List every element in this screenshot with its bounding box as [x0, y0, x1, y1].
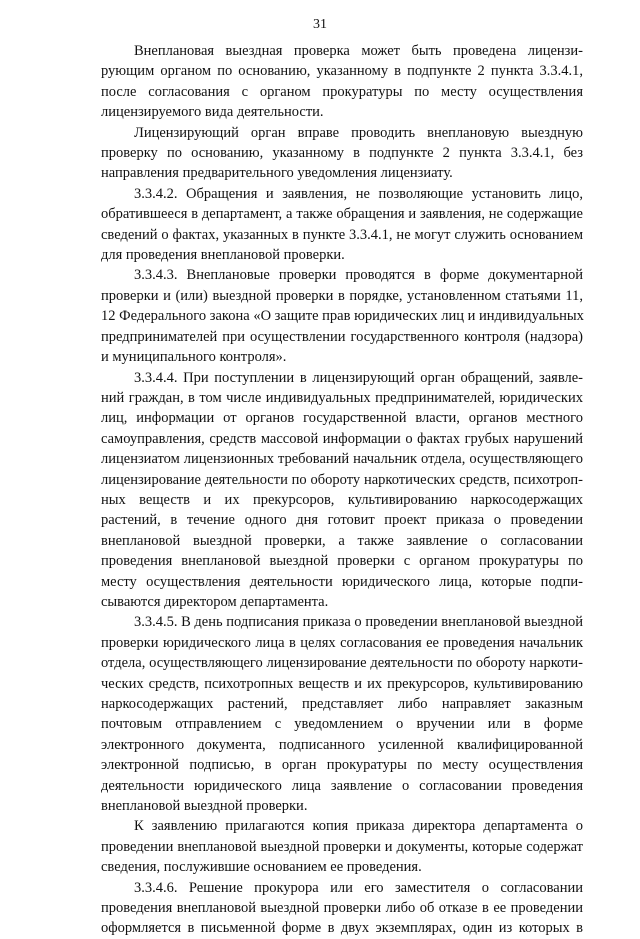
text-line: сведения, послужившие основанием ее проведения.	[101, 859, 422, 876]
text-line: ний граждан, в том числе индивидуальных предпринимателей, юридических	[101, 389, 583, 406]
text-line: проведении внеплановой выездной проверки и документы, которые содержат	[101, 838, 583, 855]
text-line: проверку по основанию, указанному в подпункте 2 пункта 3.3.4.1, без	[101, 145, 583, 162]
text-line: проверки юридического лица в целях согласования ее проведения начальник	[101, 634, 583, 651]
paragraph	[101, 878, 583, 939]
paragraph	[101, 368, 583, 613]
text-line: К заявлению прилагаются копия приказа директора департамента о	[134, 818, 583, 835]
text-line: 12 Федерального закона «О защите прав юридических лиц и индивидуальных	[101, 308, 584, 325]
text-line: лиц, информации от органов государственной власти, органов местного	[101, 410, 583, 427]
paragraph	[101, 816, 583, 877]
paragraph	[101, 265, 583, 367]
text-line: самоуправления, средств массовой информации о фактах грубых нарушений	[101, 430, 583, 447]
text-line: для проведения внеплановой проверки.	[101, 247, 345, 264]
text-line: лицензиатом лицензионных требований начальник отдела, осуществляющего	[101, 451, 583, 468]
text-line: 3.3.4.5. В день подписания приказа о проведении внеплановой выездной	[134, 614, 583, 631]
text-line: Лицензирующий орган вправе проводить внеплановую выездную	[134, 124, 583, 141]
text-line: 3.3.4.4. При поступлении в лицензирующий орган обращений, заявле-	[134, 369, 583, 386]
text-line: оформляется в письменной форме в двух экземплярах, один из которых в	[101, 920, 583, 937]
text-line: направления предварительного уведомления лицензиату.	[101, 165, 453, 182]
paragraph	[101, 184, 583, 266]
text-line: ческих средств, психотропных веществ и их прекурсоров, культивированию	[101, 675, 583, 692]
text-line: сведений о фактах, указанных в пункте 3.3.4.1, не могут служить основанием	[101, 226, 583, 243]
paragraph	[101, 41, 583, 123]
text-line: наркосодержащих растений, представляет либо направляет заказным	[101, 696, 583, 712]
paragraph	[101, 123, 583, 184]
page-number: 31	[313, 17, 327, 32]
text-line: внеплановой выездной проверки, а также заявление о согласовании	[101, 532, 583, 549]
text-line: проверки и (или) выездной проверки в порядке, установленном статьями 11,	[101, 287, 583, 304]
text-line: деятельности юридического лица заявление о согласовании проведения	[101, 777, 583, 794]
text-line: почтовым отправлением с уведомлением о вручении или в форме	[101, 716, 583, 733]
text-line: проведения внеплановой выездной проверки с органом прокуратуры по	[101, 553, 583, 570]
paragraph	[101, 612, 583, 816]
text-line: 3.3.4.3. Внеплановые проверки проводятся в форме документарной	[134, 267, 583, 284]
text-line: рующим органом по основанию, указанному в подпункте 2 пункта 3.3.4.1,	[101, 63, 583, 80]
text-line: сываются директором департамента.	[101, 593, 329, 610]
text-line: обратившееся в департамент, а также обращения и заявления, не содержащие	[101, 206, 583, 223]
text-line: Внеплановая выездная проверка может быть проведена лицензи-	[134, 43, 583, 59]
text-line: проведения внеплановой выездной проверки либо об отказе в ее проведении	[101, 900, 583, 917]
text-line: внеплановой выездной проверки.	[101, 798, 308, 815]
text-line: ных веществ и их прекурсоров, культивированию наркосодержащих	[101, 491, 583, 508]
text-line: месту осуществления деятельности юридического лица, которые подпи-	[101, 573, 583, 590]
text-line: отдела, осуществляющего лицензирование деятельности по обороту наркоти-	[101, 655, 583, 672]
text-line: 3.3.4.2. Обращения и заявления, не позволяющие установить лицо,	[134, 185, 583, 202]
text-line: после согласования с органом прокуратуры по месту осуществления	[101, 83, 583, 100]
text-line: 3.3.4.6. Решение прокурора или его заместителя о согласовании	[134, 879, 583, 896]
text-line: и муниципального контроля».	[101, 349, 287, 366]
text-line: предпринимателей при осуществлении государственного контроля (надзора)	[101, 328, 583, 345]
text-line: лицензирование деятельности по обороту наркотических средств, психотроп-	[101, 471, 583, 488]
text-line: электронного документа, подписанного усиленной квалифицированной	[101, 736, 583, 753]
text-line: лицензируемого вида деятельности.	[101, 104, 324, 121]
text-line: растений, в течение одного дня готовит проект приказа о проведении	[101, 512, 583, 529]
document-body	[101, 41, 583, 939]
text-line: электронной подписью, в орган прокуратуры по месту осуществления	[101, 757, 583, 774]
